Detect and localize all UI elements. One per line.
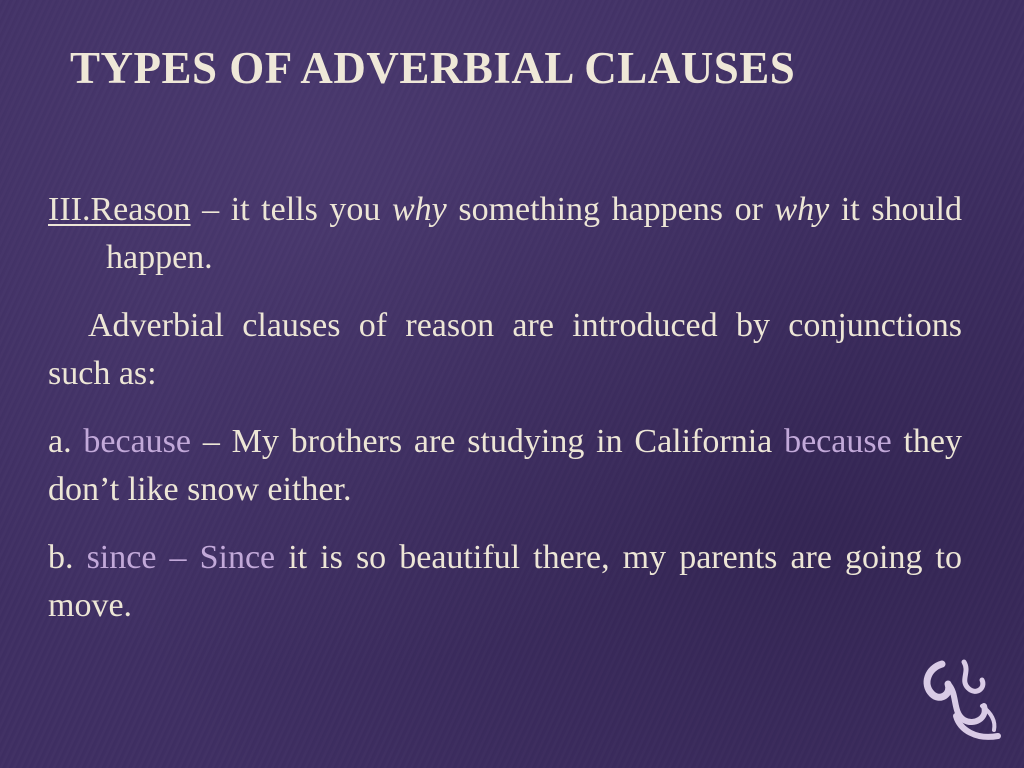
example-a [48, 418, 962, 514]
reason-definition [48, 186, 962, 282]
example-b-text: it is so beautiful there, my parents are going to move. [48, 539, 963, 624]
intro-paragraph: Adverbial clauses of reason are introduced by conjunctions such as: [48, 307, 962, 392]
example-a-conjunction-2: because [784, 423, 892, 460]
example-b [48, 534, 962, 630]
reason-end-text: it should happen. [106, 191, 963, 276]
why-emphasis-2: why [774, 191, 830, 228]
example-a-prefix: a. [48, 423, 72, 460]
slide-title: TYPES OF ADVERBIAL CLAUSES [70, 43, 796, 93]
example-b-prefix: b. [48, 539, 74, 576]
slide-content [48, 186, 962, 650]
reason-heading: III.Reason [48, 191, 191, 228]
flourish-icon [912, 654, 1008, 750]
example-a-text-1: – My brothers are studying in California [202, 423, 773, 460]
example-b-dash: – [169, 539, 187, 576]
example-a-text-2: they don’t like snow either. [48, 423, 963, 508]
example-a-conjunction: because [83, 423, 192, 460]
reason-dash-text: – it tells you [202, 191, 381, 228]
example-b-conjunction-2: Since [199, 539, 276, 576]
example-b-conjunction: since [86, 539, 157, 576]
why-emphasis-1: why [392, 191, 447, 228]
reason-mid-text: something happens or [458, 191, 763, 228]
